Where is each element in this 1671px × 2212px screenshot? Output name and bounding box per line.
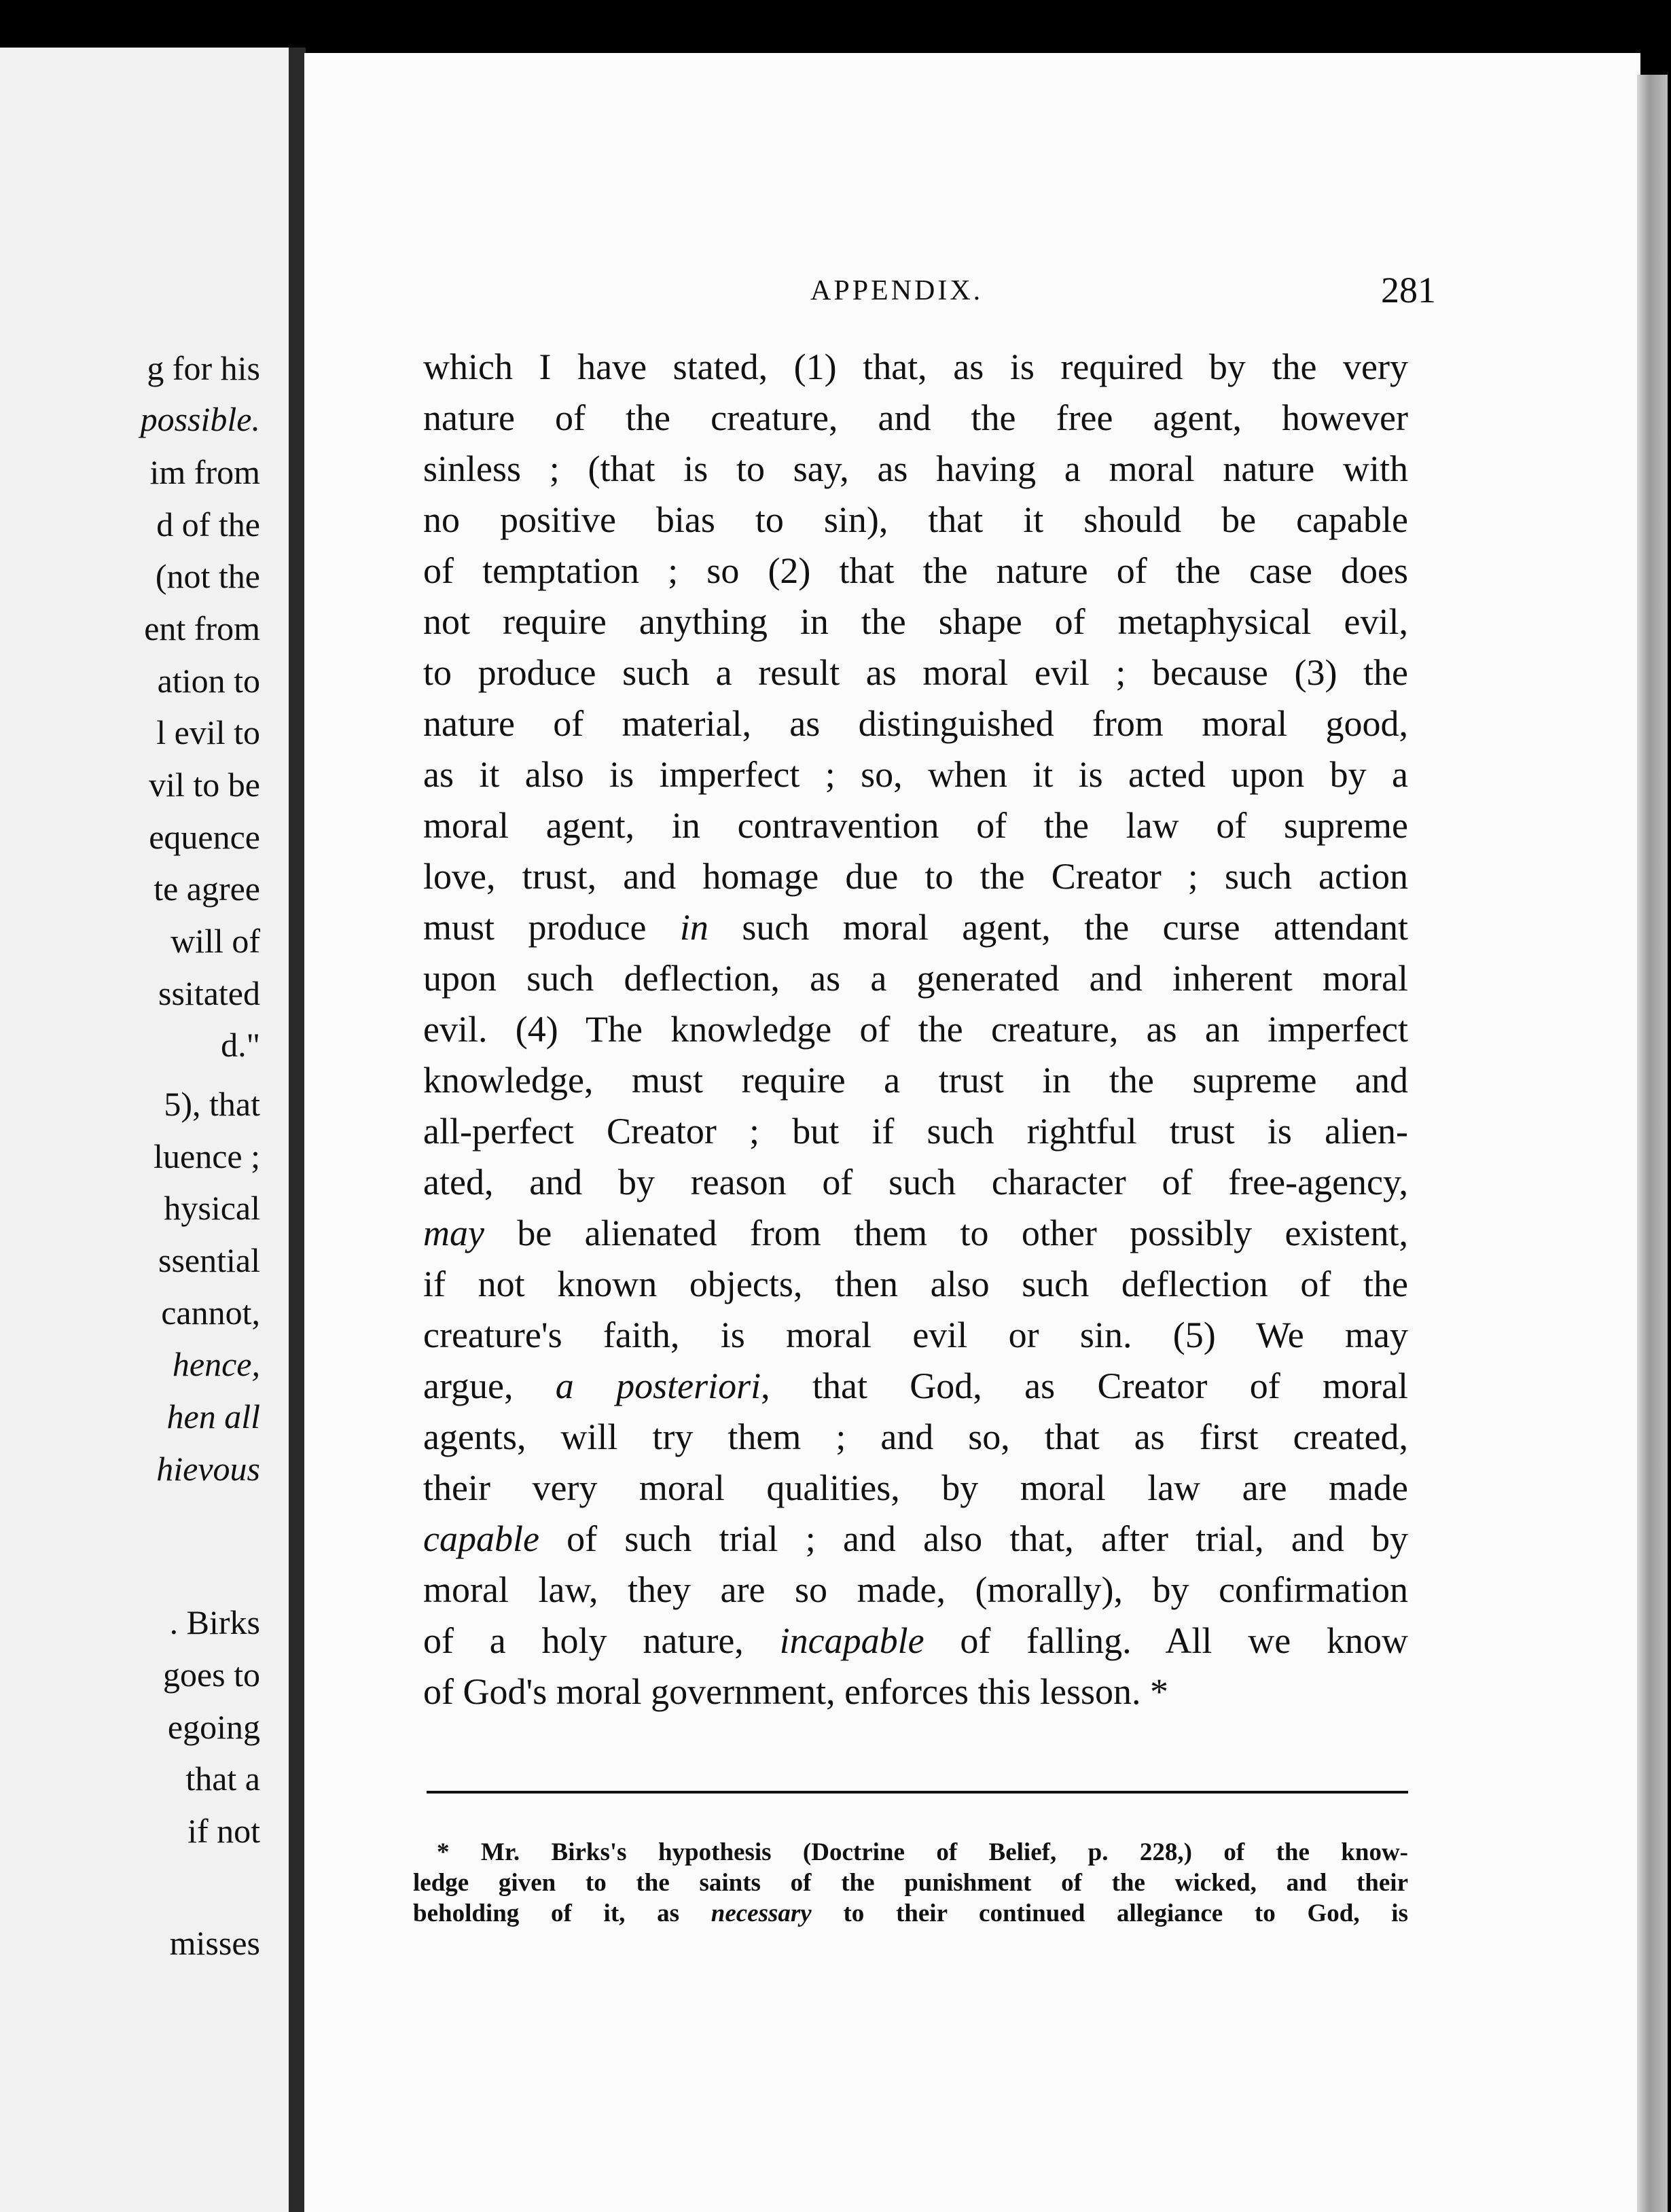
left-page-line: d.": [221, 1026, 260, 1064]
left-page-line: luence ;: [154, 1137, 260, 1175]
body-line: nature of material, as distinguished from moral good,: [423, 703, 1408, 744]
left-page-line: ation to: [157, 662, 260, 700]
body-line: ated, and by reason of such character of free-agency,: [423, 1162, 1408, 1202]
body-line: upon such deflection, as a generated and inherent moral: [423, 958, 1408, 999]
body-line: which I have stated, (1) that, as is required by the very: [423, 346, 1408, 387]
left-page-line: hence,: [172, 1345, 260, 1383]
page-edge: [1637, 75, 1668, 2212]
left-page-line: g for his: [147, 349, 260, 387]
left-page-line: 5), that: [164, 1085, 260, 1123]
left-page-line: d of the: [156, 505, 260, 543]
body-line: of a holy nature, incapable of falling. All we know: [423, 1620, 1408, 1661]
page-number: 281: [1381, 270, 1436, 310]
body-line: capable of such trial ; and also that, after trial, and by: [423, 1518, 1408, 1559]
body-line: may be alienated from them to other possibly existent,: [423, 1213, 1408, 1253]
body-line: love, trust, and homage due to the Creator ; such action: [423, 856, 1408, 897]
left-page-line: egoing: [167, 1708, 260, 1746]
left-page-line: hysical: [164, 1189, 260, 1227]
body-line: must produce in such moral agent, the curse attendant: [423, 907, 1408, 948]
left-page-line: im from: [149, 453, 260, 491]
footnote-rule: [427, 1791, 1408, 1794]
body-line: knowledge, must require a trust in the supreme and: [423, 1060, 1408, 1101]
left-page-line: possible.: [140, 400, 260, 438]
left-page-line: cannot,: [161, 1294, 260, 1332]
body-line: argue, a posteriori, that God, as Creator of moral: [423, 1366, 1408, 1406]
body-line: as it also is imperfect ; so, when it is acted upon by a: [423, 754, 1408, 795]
body-line: of temptation ; so (2) that the nature of the case does: [423, 550, 1408, 591]
left-page-line: misses: [169, 1924, 260, 1962]
footnote-line: beholding of it, as necessary to their continued allegiance to God, is: [413, 1899, 1408, 1927]
footnote-line: ledge given to the saints of the punishment of the wicked, and their: [413, 1869, 1408, 1897]
left-page-line: (not the: [155, 557, 260, 595]
left-page-line: goes to: [162, 1656, 260, 1694]
left-page-line: hievous: [156, 1450, 260, 1488]
left-page-line: hen all: [166, 1397, 260, 1435]
left-page-line: equence: [149, 818, 260, 856]
left-page-line: ent from: [144, 609, 260, 647]
book-gutter: [289, 48, 306, 2212]
body-line: if not known objects, then also such deflection of the: [423, 1264, 1408, 1304]
body-line: not require anything in the shape of metaphysical evil,: [423, 601, 1408, 642]
left-page-line: vil to be: [149, 766, 260, 804]
running-head: APPENDIX.: [810, 275, 984, 306]
body-line: nature of the creature, and the free agent, however: [423, 397, 1408, 438]
left-page-line: will of: [170, 922, 260, 960]
left-page-line: ssential: [158, 1241, 260, 1279]
body-line: of God's moral government, enforces this lesson. *: [423, 1671, 1169, 1712]
right-page: [304, 53, 1640, 2212]
body-line: sinless ; (that is to say, as having a moral nature with: [423, 448, 1408, 489]
left-page-line: . Birks: [169, 1603, 260, 1641]
body-line: their very moral qualities, by moral law are made: [423, 1467, 1408, 1508]
body-line: creature's faith, is moral evil or sin. (5) We may: [423, 1315, 1408, 1355]
body-line: all-perfect Creator ; but if such rightful trust is alien-: [423, 1111, 1408, 1152]
footnote-line: * Mr. Birks's hypothesis (Doctrine of Belief, p. 228,) of the know-: [437, 1838, 1408, 1866]
left-page-line: te agree: [154, 870, 260, 908]
left-page-line: ssitated: [158, 974, 260, 1012]
body-line: moral agent, in contravention of the law of supreme: [423, 805, 1408, 846]
body-line: to produce such a result as moral evil ; because (3) the: [423, 652, 1408, 693]
left-page-line: that a: [185, 1760, 260, 1798]
body-line: moral law, they are so made, (morally), by confirmation: [423, 1569, 1408, 1610]
left-page: [0, 48, 293, 2212]
body-line: agents, will try them ; and so, that as first created,: [423, 1416, 1408, 1457]
left-page-line: if not: [187, 1812, 260, 1850]
left-page-line: l evil to: [156, 713, 260, 751]
body-line: no positive bias to sin), that it should be capable: [423, 499, 1408, 540]
body-line: evil. (4) The knowledge of the creature, as an imperfect: [423, 1009, 1408, 1050]
